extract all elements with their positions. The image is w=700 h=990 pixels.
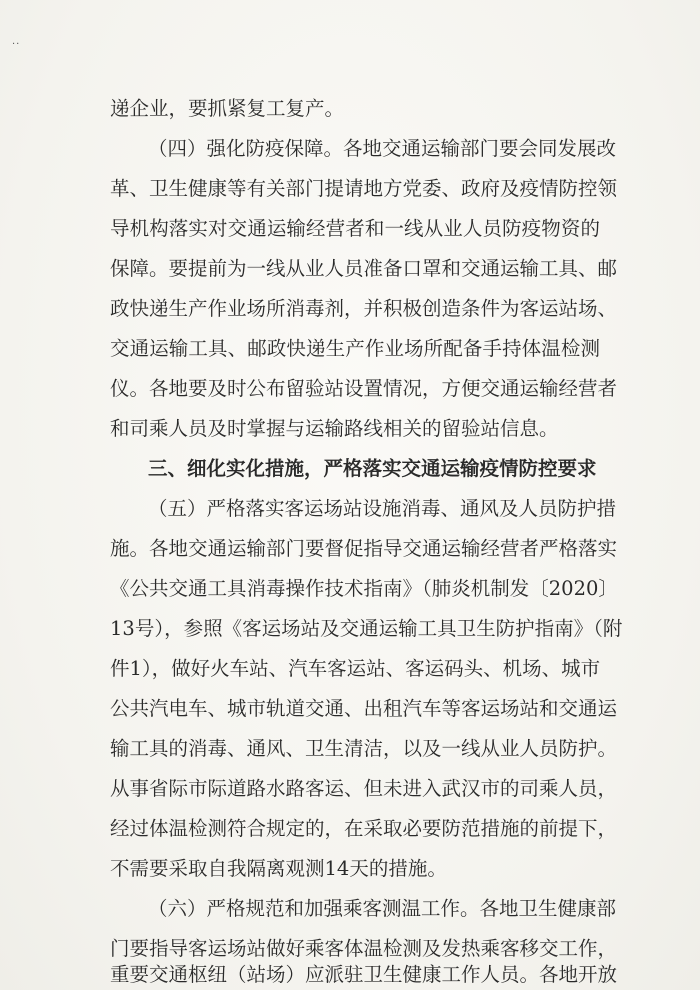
text-line-13: 《公共交通工具消毒操作技术指南》（肺炎机制发〔2020〕	[110, 577, 618, 600]
text-line-4: 导机构落实对交通运输经营者和一线从业人员防疫物资的	[110, 217, 600, 240]
text-line-18: 从事省际市际道路水路客运、但未进入武汉市的司乘人员，	[110, 777, 618, 800]
text-line-17: 输工具的消毒、通风、卫生清洁，以及一线从业人员防护。	[110, 737, 618, 760]
scan-mark: ..	[12, 36, 21, 47]
text-line-9: 和司乘人员及时掌握与运输路线相关的留验站信息。	[110, 417, 559, 440]
text-line-15: 件1），做好火车站、汽车客运站、客运码头、机场、城市	[110, 657, 601, 680]
text-line-3: 革、卫生健康等有关部门提请地方党委、政府及疫情防控领	[110, 177, 618, 200]
text-line-14: 13号），参照《客运场站及交通运输工具卫生防护指南》（附	[110, 617, 623, 640]
text-line-2: （四）强化防疫保障。各地交通运输部门要会同发展改	[148, 137, 617, 160]
text-line-8: 仪。各地要及时公布留验站设置情况，方便交通运输经营者	[110, 377, 618, 400]
text-line-1: 递企业，要抓紧复工复产。	[110, 97, 345, 120]
text-line-20: 不需要采取自我隔离观测14天的措施。	[110, 857, 447, 880]
text-line-23: 重要交通枢纽（站场）应派驻卫生健康工作人员。各地开放	[110, 963, 618, 986]
text-line-22: 门要指导客运场站做好乘客体温检测及发热乘客移交工作，	[110, 937, 618, 960]
text-line-16: 公共汽电车、城市轨道交通、出租汽车等客运场站和交通运	[110, 697, 618, 720]
text-line-12: 施。各地交通运输部门要督促指导交通运输经营者严格落实	[110, 537, 618, 560]
text-line-11: （五）严格落实客运场站设施消毒、通风及人员防护措	[148, 497, 617, 520]
text-line-7: 交通运输工具、邮政快递生产作业场所配备手持体温检测	[110, 337, 600, 360]
section-heading: 三、细化实化措施，严格落实交通运输疫情防控要求	[148, 457, 597, 480]
text-line-5: 保障。要提前为一线从业人员准备口罩和交通运输工具、邮	[110, 257, 618, 280]
text-line-6: 政快递生产作业场所消毒剂，并积极创造条件为客运站场、	[110, 297, 618, 320]
text-line-19: 经过体温检测符合规定的，在采取必要防范措施的前提下，	[110, 817, 618, 840]
text-line-21: （六）严格规范和加强乘客测温工作。各地卫生健康部	[148, 897, 617, 920]
